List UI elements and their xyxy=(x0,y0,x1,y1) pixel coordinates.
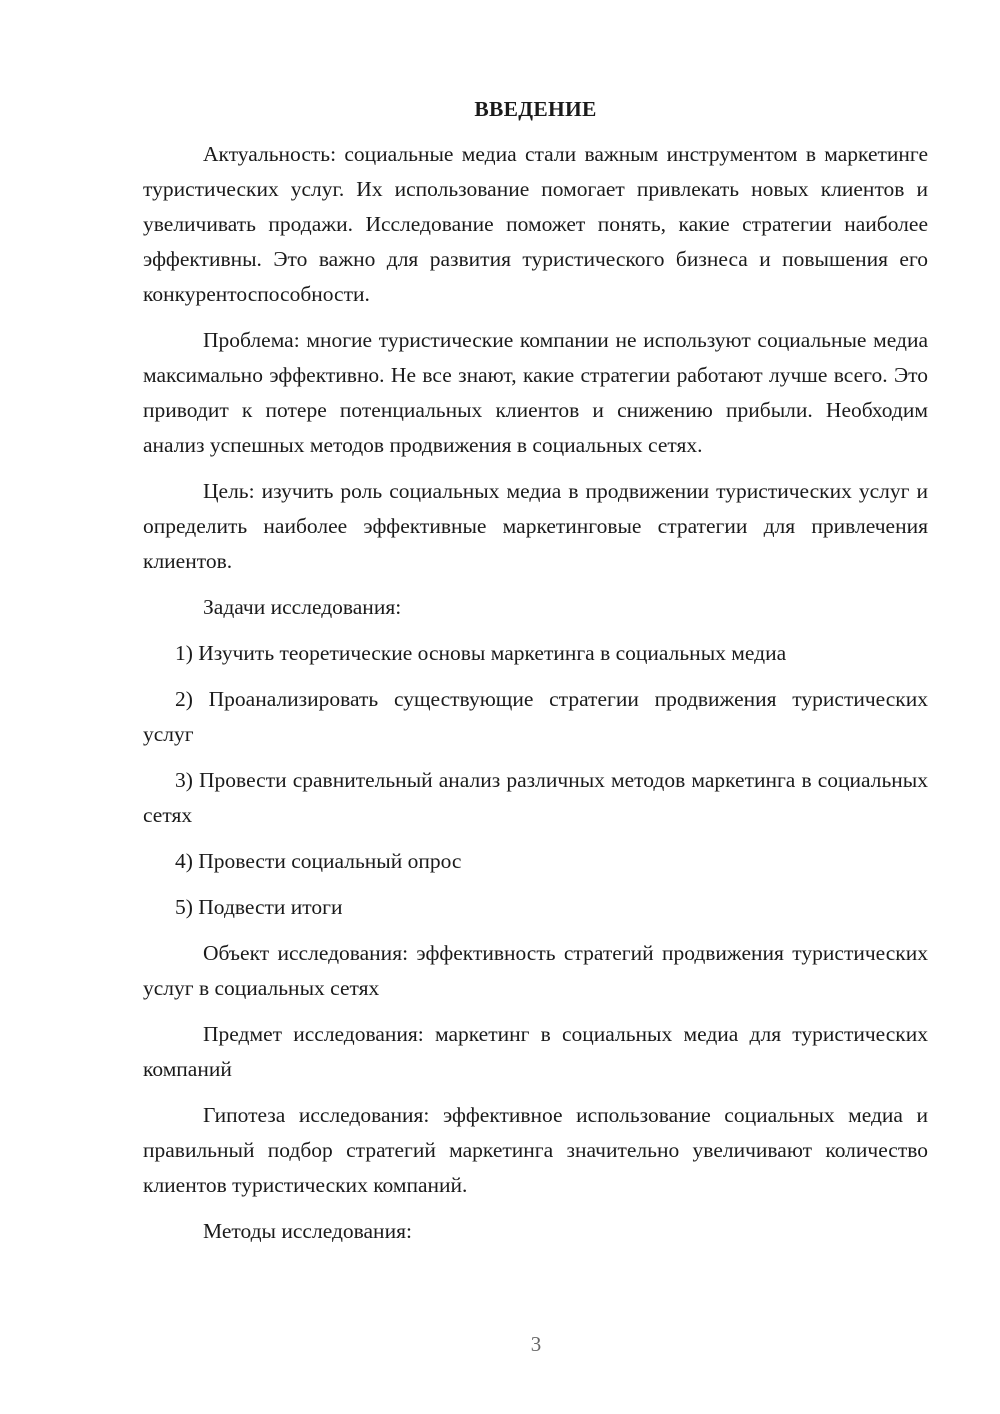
paragraph-hypothesis: Гипотеза исследования: эффективное использование социальных медиа и правильный подбор стратегий маркетинга значительно увеличивают количество клиентов туристических компаний. xyxy=(143,1103,928,1197)
paragraph-goal: Цель: изучить роль социальных медиа в продвижении туристических услуг и определить наиболее эффективные маркетинговые стратегии для привлечения клиентов. xyxy=(143,479,928,573)
page-content xyxy=(143,92,928,1260)
page-number: 3 xyxy=(530,1332,542,1356)
paragraph-object: Объект исследования: эффективность стратегий продвижения туристических услуг в социальных сетях xyxy=(143,941,928,1000)
paragraph-problem: Проблема: многие туристические компании не используют социальные медиа максимально эффективно. Не все знают, какие стратегии работают лучше всего. Это приводит к потере потенциальных клиентов и снижению прибыли. Необходим анализ успешных методов продвижения в социальных сетях. xyxy=(143,328,928,457)
task-item-4: 4) Провести социальный опрос xyxy=(175,849,462,873)
task-item-5: 5) Подвести итоги xyxy=(175,895,343,919)
paragraph-relevance: Актуальность: социальные медиа стали важным инструментом в маркетинге туристических услуг. Их использование помогает привлекать новых клиентов и увеличивать продажи. Исследование поможет понять, какие стратегии наиболее эффективны. Это важно для развития туристического бизнеса и повышения его конкурентоспособности. xyxy=(143,142,928,306)
tasks-heading: Задачи исследования: xyxy=(203,595,402,619)
task-item-1: 1) Изучить теоретические основы маркетинга в социальных медиа xyxy=(175,641,787,665)
task-item-3: 3) Провести сравнительный анализ различных методов маркетинга в социальных сетях xyxy=(143,768,928,827)
page-title: ВВЕДЕНИЕ xyxy=(474,97,597,121)
methods-heading: Методы исследования: xyxy=(203,1219,412,1243)
task-item-2: 2) Проанализировать существующие стратегии продвижения туристических услуг xyxy=(143,687,928,746)
paragraph-subject: Предмет исследования: маркетинг в социальных медиа для туристических компаний xyxy=(143,1022,928,1081)
